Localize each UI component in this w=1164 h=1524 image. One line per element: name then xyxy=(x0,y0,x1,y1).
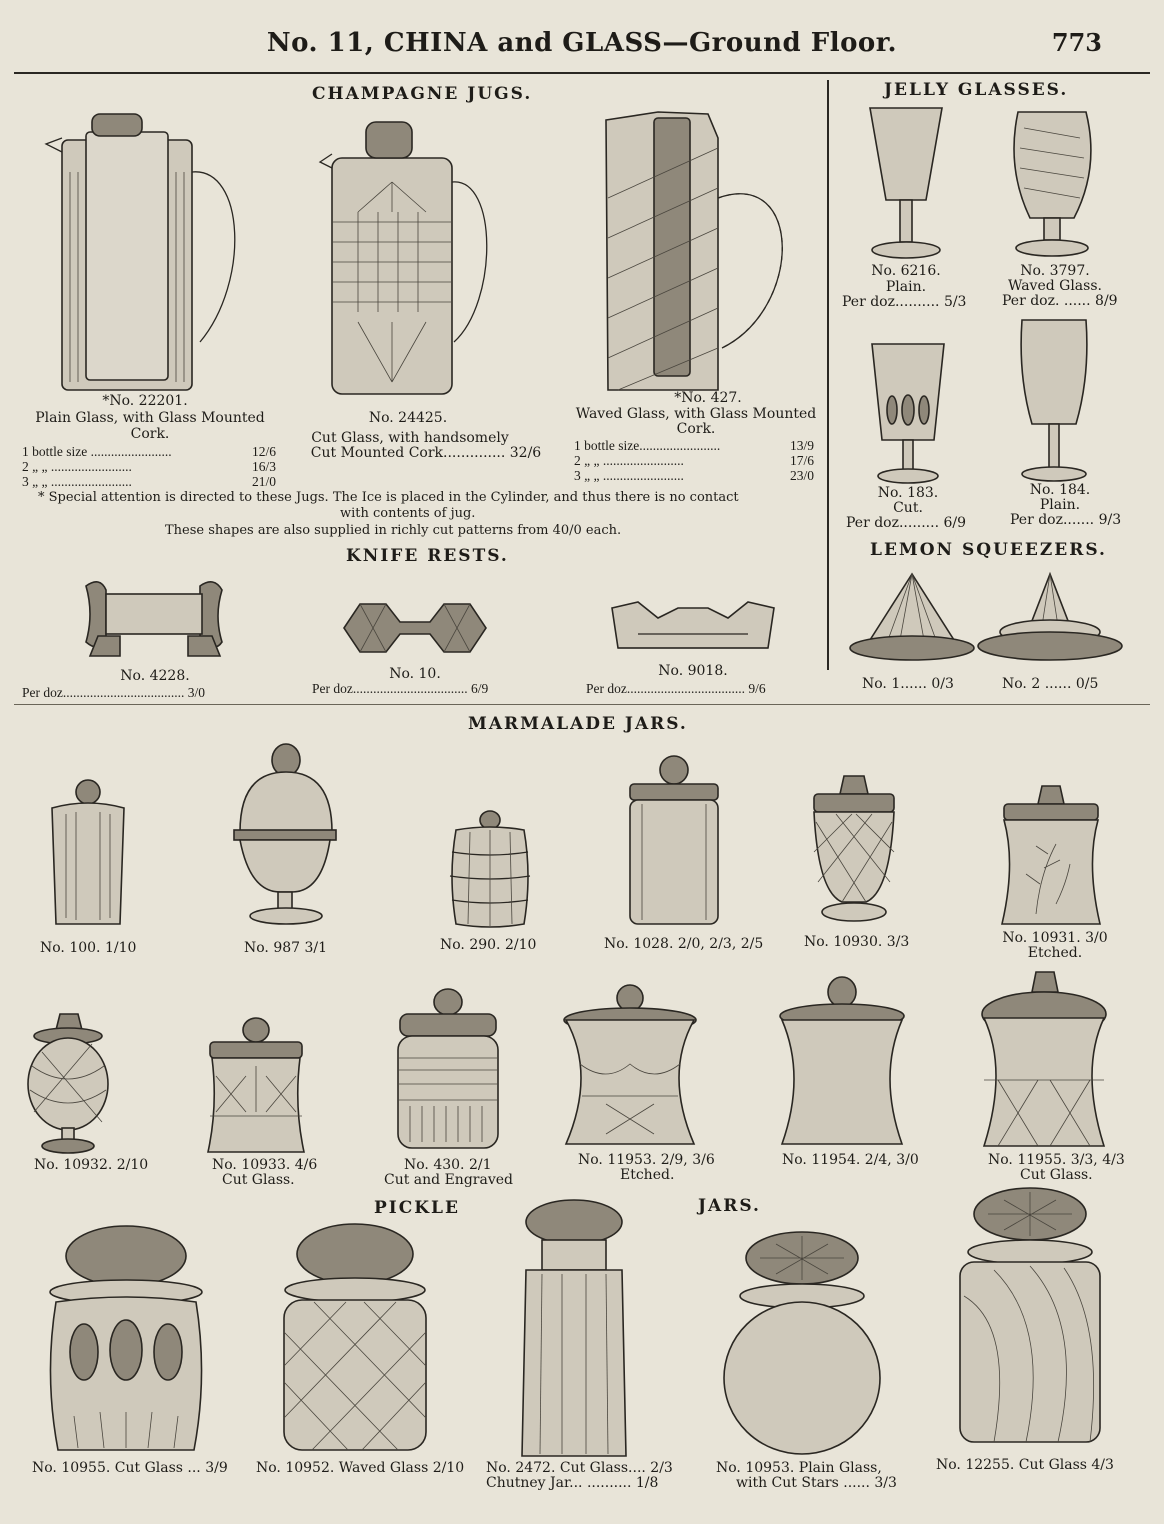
jug-22201-size-1: 1 bottle size ........................ xyxy=(22,444,172,459)
jug-427-price-1: 13/9 xyxy=(790,438,815,453)
jug-22201-size-2: 2 „ „ ........................ xyxy=(22,459,132,474)
page-title: No. 11, CHINA and GLASS—Ground Floor. xyxy=(266,28,898,58)
marmalade-jar-10930-caption: No. 10930. 3/3 xyxy=(804,934,910,950)
jug-22201-illustration xyxy=(40,112,250,402)
pickle-jar-2472-caption: No. 2472. Cut Glass.... 2/3 xyxy=(486,1460,673,1476)
marmalade-jar-290-illustration xyxy=(446,810,532,930)
jug-427-size-1: 1 bottle size........................ xyxy=(574,438,721,453)
knife-rest-4228-price: Per doz.................................... 3/0 xyxy=(22,685,205,700)
pickle-jars-heading-left: PICKLE xyxy=(374,1198,460,1218)
jug-427-number: *No. 427. xyxy=(674,390,742,406)
pickle-jar-12255-illustration xyxy=(954,1186,1104,1446)
column-divider xyxy=(827,80,829,670)
jelly-glass-6216-number: No. 6216. xyxy=(871,263,941,279)
lemon-squeezers-heading: LEMON SQUEEZERS. xyxy=(870,540,1107,560)
jelly-glass-6216-desc: Plain. xyxy=(885,279,927,295)
marmalade-jar-10932-illustration xyxy=(22,1012,114,1156)
marmalade-jar-11954-illustration xyxy=(774,976,914,1152)
jelly-glass-184-desc: Plain. xyxy=(1039,497,1081,513)
marmalade-jar-11955-caption2: Cut Glass. xyxy=(1020,1167,1093,1183)
jelly-glass-183-desc: Cut. xyxy=(893,500,923,516)
marmalade-jar-987-caption: No. 987 3/1 xyxy=(244,940,328,956)
champagne-note-2: with contents of jug. xyxy=(340,506,476,521)
jelly-glass-183-number: No. 183. xyxy=(877,485,939,501)
jelly-glass-3797-desc: Waved Glass. xyxy=(1008,278,1102,294)
jug-427-price-2: 17/6 xyxy=(790,453,815,468)
marmalade-jar-1028-illustration xyxy=(624,754,722,930)
champagne-jugs-heading: CHAMPAGNE JUGS. xyxy=(312,84,533,104)
marmalade-jar-11955-caption: No. 11955. 3/3, 4/3 xyxy=(988,1152,1125,1168)
lemon-squeezer-1-caption: No. 1...... 0/3 xyxy=(862,676,954,692)
jug-427-desc2: Cork. xyxy=(676,421,716,437)
marmalade-jar-290-caption: No. 290. 2/10 xyxy=(440,937,537,953)
lemon-squeezer-2-caption: No. 2 ...... 0/5 xyxy=(1002,676,1099,692)
lemon-squeezer-1-illustration xyxy=(848,570,978,666)
jug-22201-price-2: 16/3 xyxy=(252,459,277,474)
knife-rest-9018-illustration xyxy=(608,598,778,658)
header-rule xyxy=(14,72,1150,74)
marmalade-jars-heading: MARMALADE JARS. xyxy=(468,714,688,734)
pickle-jar-10953-caption: No. 10953. Plain Glass, xyxy=(716,1460,882,1476)
jelly-glass-3797-price: Per doz. ...... 8/9 xyxy=(1002,293,1118,309)
marmalade-jar-430-illustration xyxy=(392,988,504,1152)
pickle-jar-10955-illustration xyxy=(44,1226,208,1454)
section-rule xyxy=(14,704,1150,705)
knife-rests-heading: KNIFE RESTS. xyxy=(346,546,509,566)
marmalade-jar-100-illustration xyxy=(46,778,130,930)
jug-427-price-3: 23/0 xyxy=(790,468,815,483)
knife-rest-10-number: No. 10. xyxy=(389,666,441,682)
knife-rest-4228-number: No. 4228. xyxy=(120,668,190,684)
knife-rest-10-price: Per doz.................................. 6/9 xyxy=(312,681,489,696)
marmalade-jar-987-illustration xyxy=(230,742,340,932)
knife-rest-9018-number: No. 9018. xyxy=(658,663,728,679)
pickle-jar-10953-illustration xyxy=(720,1230,884,1456)
jug-22201-price-3: 21/0 xyxy=(252,474,277,489)
champagne-note-3: These shapes are also supplied in richly cut patterns from 40/0 each. xyxy=(165,523,622,538)
marmalade-jar-11953-caption: No. 11953. 2/9, 3/6 xyxy=(578,1152,715,1168)
pickle-jars-heading-right: JARS. xyxy=(698,1196,761,1216)
jug-427-illustration xyxy=(598,108,818,398)
jug-427-size-2: 2 „ „ ........................ xyxy=(574,453,684,468)
page-number: 773 xyxy=(1051,28,1102,57)
jug-22201-size-3: 3 „ „ ........................ xyxy=(22,474,132,489)
knife-rest-10-illustration xyxy=(340,598,490,658)
jelly-glass-6216-illustration xyxy=(866,104,946,262)
marmalade-jar-430-caption2: Cut and Engraved xyxy=(384,1172,513,1188)
marmalade-jar-11955-illustration xyxy=(978,970,1110,1150)
pickle-jar-2472-illustration xyxy=(512,1200,636,1462)
marmalade-jar-1028-caption: No. 1028. 2/0, 2/3, 2/5 xyxy=(604,936,764,952)
marmalade-jar-10931-caption2: Etched. xyxy=(1027,945,1083,961)
marmalade-jar-11953-illustration xyxy=(560,984,700,1152)
knife-rest-9018-price: Per doz................................... 9/6 xyxy=(586,681,766,696)
marmalade-jar-11953-caption2: Etched. xyxy=(620,1167,675,1183)
marmalade-jar-10931-illustration xyxy=(996,784,1106,930)
marmalade-jar-10930-illustration xyxy=(806,772,902,932)
jelly-glass-6216-price: Per doz.......... 5/3 xyxy=(842,294,967,310)
lemon-squeezer-2-illustration xyxy=(976,570,1126,666)
pickle-jar-10955-caption: No. 10955. Cut Glass ... 3/9 xyxy=(32,1460,228,1476)
marmalade-jar-10933-caption2: Cut Glass. xyxy=(222,1172,295,1188)
marmalade-jar-10933-caption: No. 10933. 4/6 xyxy=(212,1157,318,1173)
jug-24425-desc2: Cut Mounted Cork.............. 32/6 xyxy=(310,445,542,461)
jelly-glass-183-illustration xyxy=(868,340,948,486)
jug-24425-number: No. 24425. xyxy=(368,410,448,426)
jug-22201-desc2: Cork. xyxy=(130,426,170,442)
pickle-jar-10952-caption: No. 10952. Waved Glass 2/10 xyxy=(256,1460,465,1476)
jelly-glass-3797-number: No. 3797. xyxy=(1020,263,1090,279)
jelly-glass-184-number: No. 184. xyxy=(1029,482,1091,498)
marmalade-jar-10933-illustration xyxy=(206,1016,306,1156)
jug-22201-number: *No. 22201. xyxy=(102,393,188,409)
jug-427-size-3: 3 „ „ ........................ xyxy=(574,468,684,483)
marmalade-jar-10932-caption: No. 10932. 2/10 xyxy=(34,1157,149,1173)
pickle-jar-10953-caption2: with Cut Stars ...... 3/3 xyxy=(736,1475,897,1491)
jelly-glass-183-price: Per doz......... 6/9 xyxy=(846,515,967,531)
jug-427-desc: Waved Glass, with Glass Mounted xyxy=(575,406,817,422)
champagne-note-1: * Special attention is directed to these Jugs. The Ice is placed in the Cylinder, and thus there is no contact xyxy=(38,490,739,505)
marmalade-jar-430-caption: No. 430. 2/1 xyxy=(404,1157,492,1173)
jug-22201-desc: Plain Glass, with Glass Mounted xyxy=(35,410,265,426)
marmalade-jar-11954-caption: No. 11954. 2/4, 3/0 xyxy=(782,1152,919,1168)
marmalade-jar-100-caption: No. 100. 1/10 xyxy=(40,940,137,956)
pickle-jar-12255-caption: No. 12255. Cut Glass 4/3 xyxy=(936,1457,1114,1473)
knife-rest-4228-illustration xyxy=(80,576,230,666)
pickle-jar-2472-caption2: Chutney Jar... .......... 1/8 xyxy=(486,1475,659,1491)
jelly-glass-184-illustration xyxy=(1016,316,1092,486)
pickle-jar-10952-illustration xyxy=(278,1222,432,1454)
jug-24425-illustration xyxy=(318,122,498,402)
jelly-glass-184-price: Per doz....... 9/3 xyxy=(1010,512,1122,528)
jelly-glass-3797-illustration xyxy=(1010,108,1094,260)
marmalade-jar-10931-caption: No. 10931. 3/0 xyxy=(1002,930,1108,946)
jelly-glasses-heading: JELLY GLASSES. xyxy=(884,80,1069,100)
jug-22201-price-1: 12/6 xyxy=(252,444,277,459)
jug-24425-desc: Cut Glass, with handsomely xyxy=(311,430,509,446)
